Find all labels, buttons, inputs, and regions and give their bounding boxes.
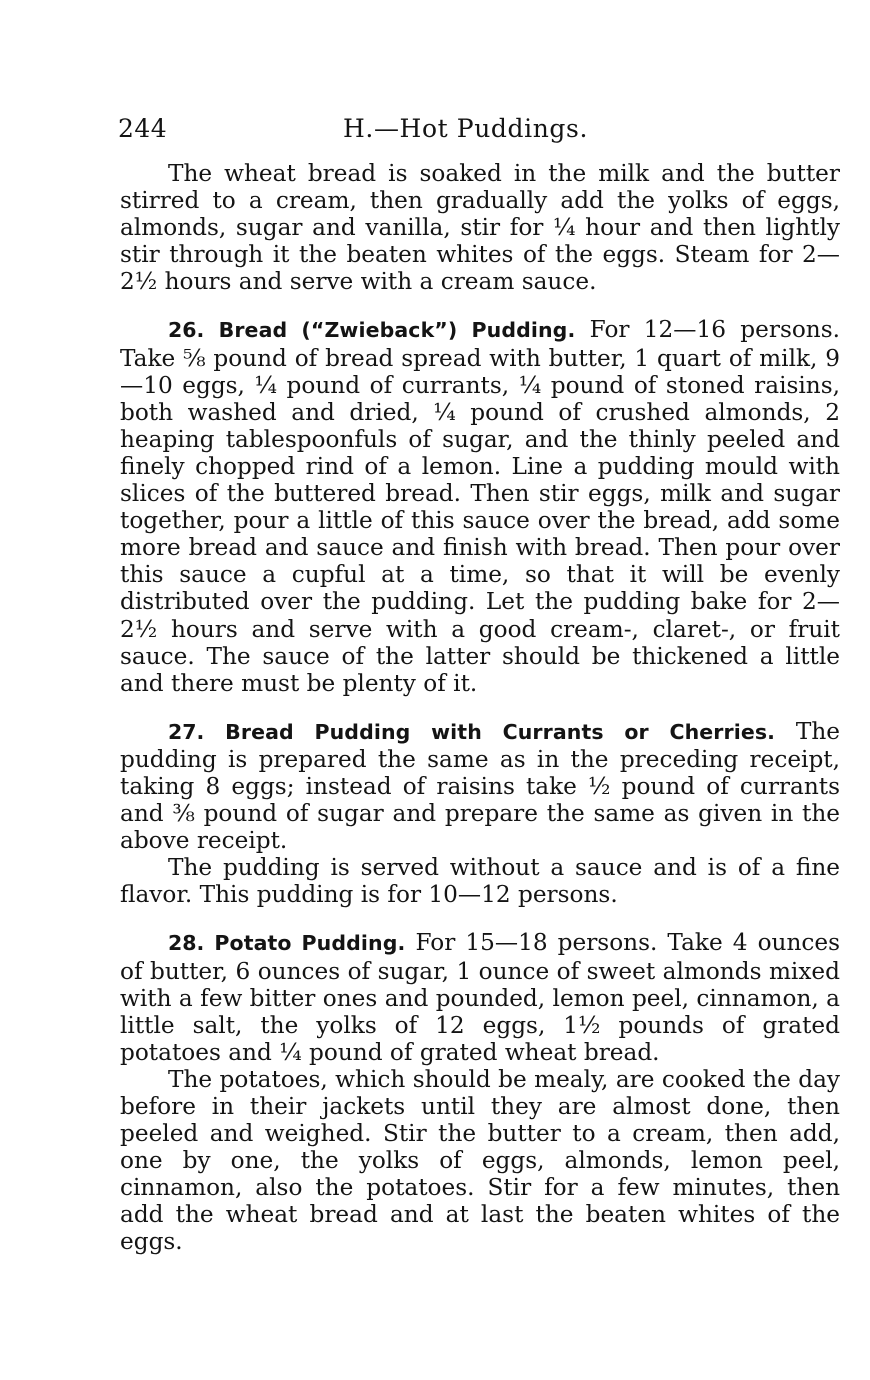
recipe-text: For 15—18 persons. Take 4 ounces of butter, 6 ounces of sugar, 1 ounce of sweet almonds mixed with a few bitter ones and pounded, lemon peel, cinnamon, a little salt, the yolks of 12 eggs, 1½ pounds of grated potatoes and ¼ pound of grated wheat bread. — [120, 929, 841, 1066]
recipe-title: Bread Pudding with Currants or Cherries. — [225, 719, 776, 744]
page-body — [120, 160, 840, 1256]
recipe-27 — [120, 718, 840, 854]
recipe-title: Bread (“Zwieback”) Pudding. — [218, 318, 576, 343]
recipe-number: 28. — [168, 931, 205, 956]
recipe-number: 26. — [168, 318, 205, 343]
recipe-number: 27. — [168, 719, 205, 744]
recipe-28-method: The potatoes, which should be mealy, are cooked the day before in their jackets until they are almost done, then peeled and weighed. Stir the butter to a cream, then add, one by one, the yolks of eggs, almonds, lemon peel, cinnamon, also the potatoes. Stir for a few minutes, then add the wheat bread and at last the beaten whites of the eggs. — [120, 1065, 840, 1256]
recipe-text: For 12—16 persons. Take ⅝ pound of bread spread with butter, 1 quart of milk, 9—10 eggs, ¼ pound of currants, ¼ pound of stoned raisins, both washed and dried, ¼ pound of crushed almonds, 2 heaping tablespoonfuls of sugar, and the thinly peeled and finely chopped rind of a lemon. Line a pudding mould with slices of the buttered bread. Then stir eggs, milk and sugar together, pour a little of this sauce over the bread, add some more bread and sauce and finish with bread. Then pour over this sauce a cupful at a time, so that it will be evenly distributed over the pudding. Let the pudding bake for 2—2½ hours and serve with a good cream-, claret-, or fruit sauce. The sauce of the latter should be thickened a little and there must be plenty of it. — [120, 316, 841, 697]
recipe-27-note: The pudding is served without a sauce and is of a fine flavor. This pudding is for 10—12 persons. — [120, 854, 840, 909]
recipe-text: The pudding is prepared the same as in the preceding receipt, taking 8 eggs; instead of raisins take ½ pound of currants and ⅜ pound of sugar and prepare the same as given in the above receipt. — [120, 717, 840, 855]
recipe-26 — [120, 316, 840, 696]
page-number: 244 — [118, 114, 168, 143]
recipe-28 — [120, 929, 840, 1065]
running-title: H.—Hot Puddings. — [343, 114, 589, 143]
paragraph-continuation: The wheat bread is soaked in the milk and the butter stirred to a cream, then gradually add the yolks of eggs, almonds, sugar and vanilla, stir for ¼ hour and then lightly stir through it the beaten whites of the eggs. Steam for 2—2½ hours and serve with a cream sauce. — [120, 160, 840, 296]
recipe-title: Potato Pudding. — [214, 931, 406, 956]
running-head — [118, 114, 838, 148]
